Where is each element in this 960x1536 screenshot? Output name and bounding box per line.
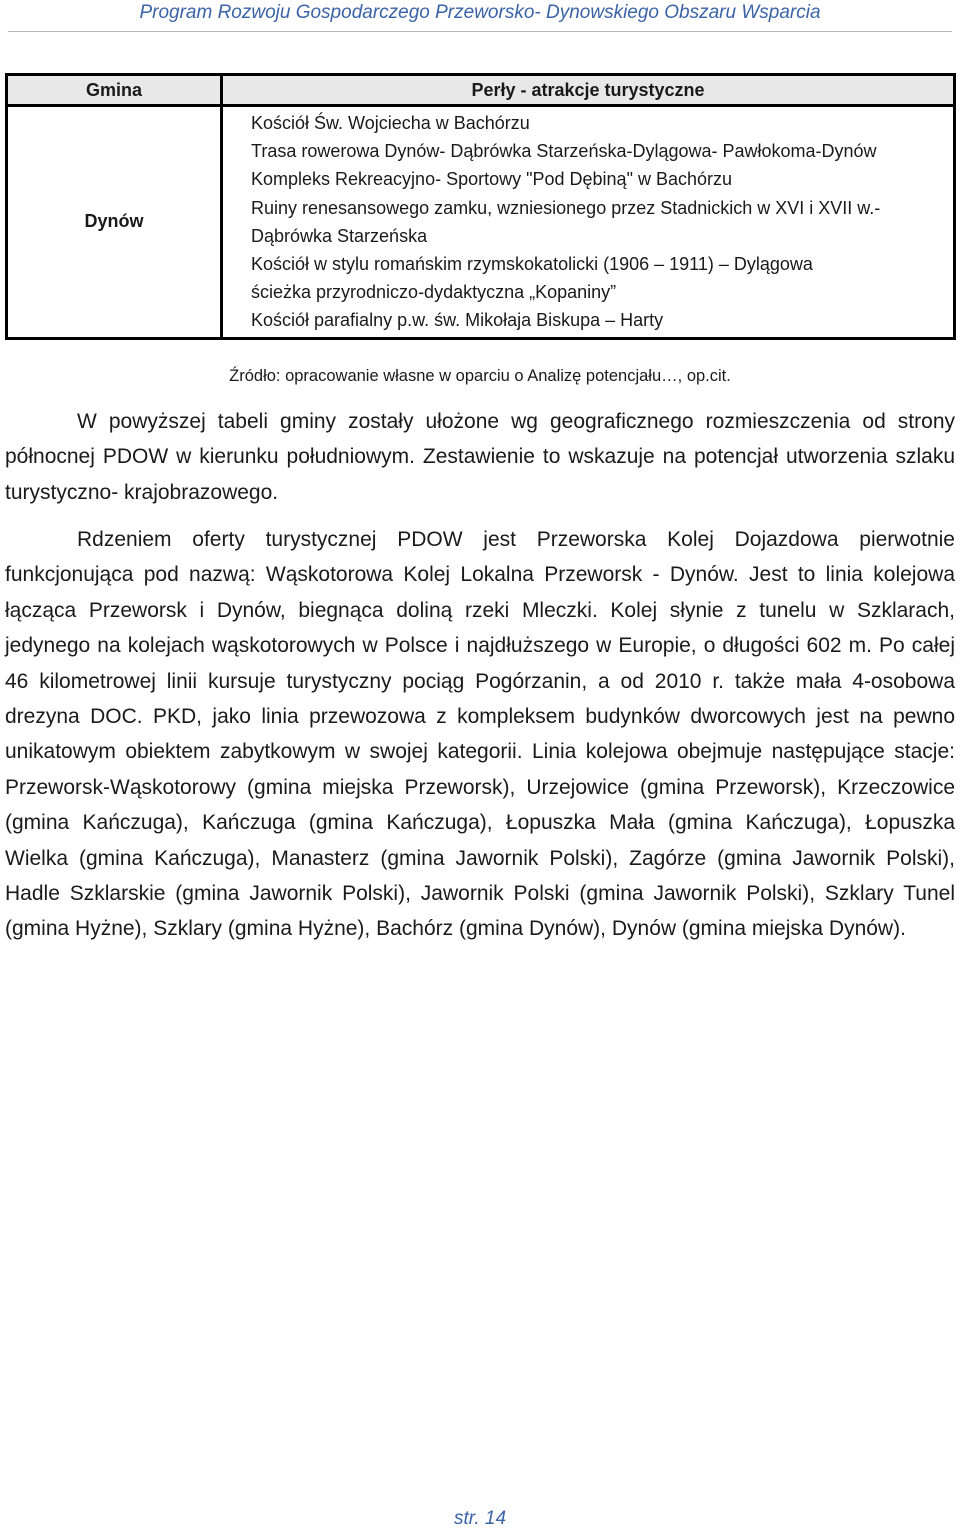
paragraph [5, 522, 955, 947]
table-source-note: Źródło: opracowanie własne w oparciu o Analizę potencjału…, op.cit. [229, 367, 731, 385]
attraction-item: Ruiny renesansowego zamku, wzniesionego przez Stadnickich w XVI i XVII w.- Dąbrówka Starzeńska [251, 197, 881, 246]
attraction-item: Kościół parafialny p.w. św. Mikołaja Biskupa – Harty [251, 310, 664, 331]
table-row [7, 106, 955, 339]
attractions-table [5, 73, 956, 340]
paragraph-text: W powyższej tabeli gminy zostały ułożone wg geograficznego rozmieszczenia od strony północnej PDOW w kierunku południowym. Zestawienie to wskazuje na potencjał utworzenia szlaku turystyczno- krajobrazowego. [5, 410, 955, 504]
attraction-item: Kompleks Rekreacyjno- Sportowy "Pod Dębiną" w Bachórzu [251, 169, 732, 190]
gmina-cell: Dynów [7, 106, 222, 339]
attractions-cell [222, 106, 955, 339]
attraction-item: Kościół Św. Wojciecha w Bachórzu [251, 113, 530, 133]
page-header: Program Rozwoju Gospodarczego Przeworsko- Dynowskiego Obszaru Wsparcia [139, 2, 821, 23]
column-header-gmina: Gmina [7, 75, 222, 106]
attraction-item: Kościół w stylu romańskim rzymskokatolicki (1906 – 1911) – Dylągowa [251, 254, 813, 275]
header-divider [8, 31, 952, 32]
table-header-row [7, 75, 955, 106]
page-number: str. 14 [453, 1508, 507, 1529]
paragraph [5, 404, 955, 510]
paragraph-text: Rdzeniem oferty turystycznej PDOW jest Przeworska Kolej Dojazdowa pierwotnie funkcjonująca pod nazwą: Wąskotorowa Kolej Lokalna Przeworsk - Dynów. Jest to linia kolejowa łącząca Przeworsk i Dynów, biegnąca doliną rzeki Mleczki. Kolej słynie z tunelu w Szklarach, jedynego na kolejach wąskotorowych w Polsce i najdłuższego w Europie, o długości 602 m. Po całej 46 kilometrowej linii kursuje turystyczny pociąg Pogórzanin, a od 2010 r. także mała 4-osobowa drezyna DOC. PKD, jako linia przewozowa z kompleksem budynków dworcowych jest na pewno unikatowym obiektem zabytkowym w swojej kategorii. Linia kolejowa obejmuje następujące stacje: Przeworsk-Wąskotorowy (gmina miejska Przeworsk), Urzejowice (gmina Przeworsk), Krzeczowice (gmina Kańczuga), Kańczuga (gmina Kańczuga), Łopuszka Mała (gmina Kańczuga), Łopuszka Wielka (gmina Kańczuga), Manasterz (gmina Jawornik Polski), Zagórze (gmina Jawornik Polski), Hadle Szklarskie (gmina Jawornik Polski), Jawornik Polski (gmina Jawornik Polski), Szklary Tunel (gmina Hyżne), Szklary (gmina Hyżne), Bachórz (gmina Dynów), Dynów (gmina miejska Dynów). [5, 528, 955, 941]
attraction-item: Trasa rowerowa Dynów- Dąbrówka Starzeńska-Dylągowa- Pawłokoma-Dynów [251, 141, 877, 162]
attraction-item: ścieżka przyrodniczo-dydaktyczna „Kopaniny” [251, 282, 617, 303]
column-header-attractions: Perły - atrakcje turystyczne [222, 75, 955, 106]
